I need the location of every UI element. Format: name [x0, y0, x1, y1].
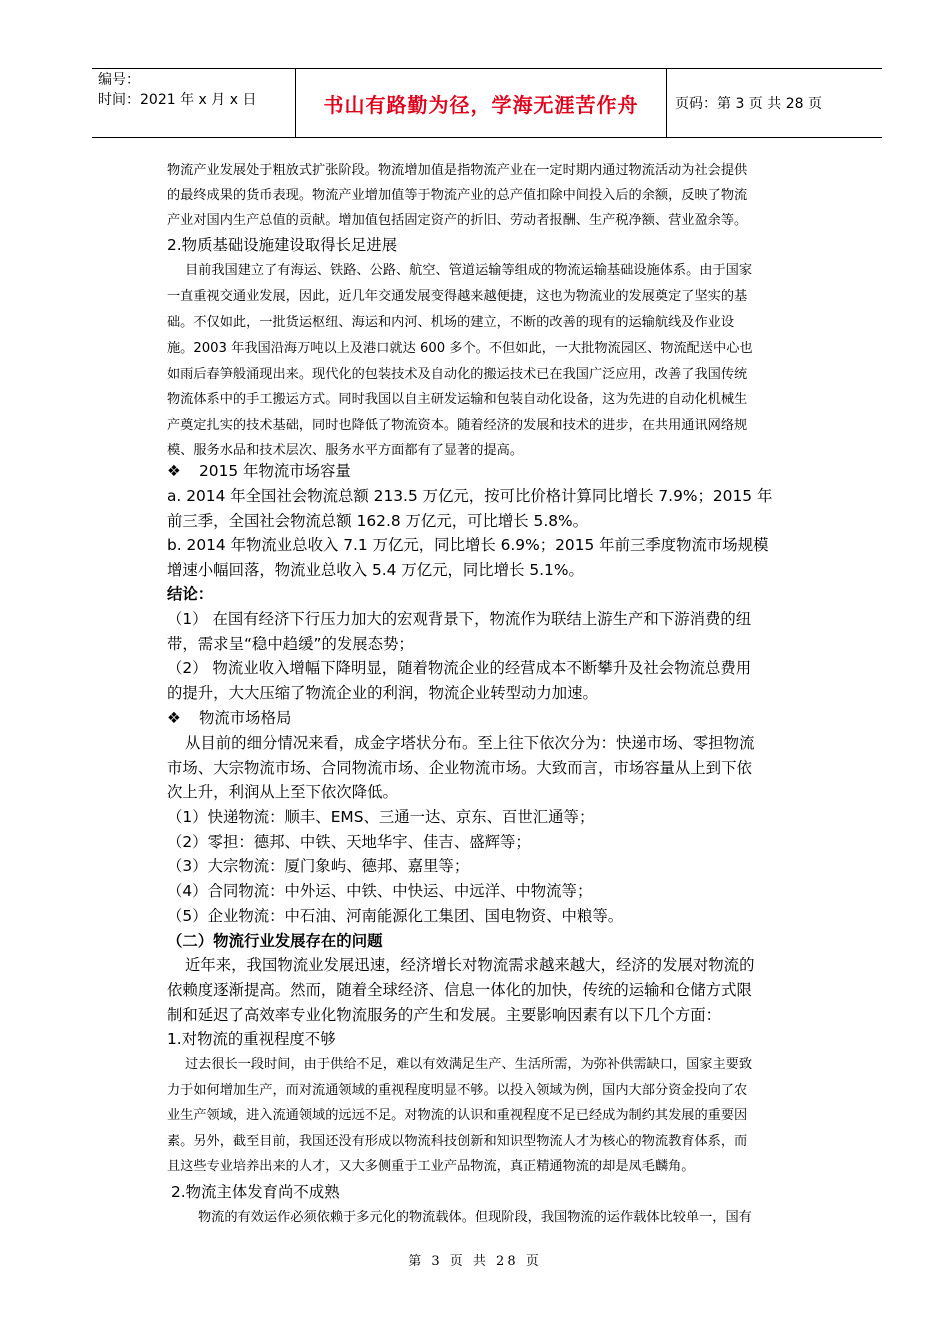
- paragraph-line: 的提升，大大压缩了物流企业的利润，物流企业转型动力加速。: [167, 684, 598, 702]
- paragraph-line: 目前我国建立了有海运、铁路、公路、航空、管道运输等组成的物流运输基础设施体系。由于国家: [185, 263, 753, 278]
- document-header: [92, 68, 882, 138]
- paragraph-line: 从目前的细分情况来看，成金字塔状分布。至上往下依次分为：快递市场、零担物流: [185, 734, 755, 752]
- diamond-bullet-icon: ❖: [167, 709, 181, 727]
- paragraph-line: 一直重视交通业发展，因此，近几年交通发展变得越来越便捷，这也为物流业的发展奠定了坚实的基: [167, 289, 748, 304]
- header-motto-cell: [296, 69, 667, 137]
- paragraph-line: 且这些专业培养出来的人才，又大多侧重于工业产品物流，真正精通物流的却是凤毛麟角。: [167, 1159, 695, 1174]
- paragraph-line: 产奠定扎实的技术基础，同时也降低了物流资本。随着经济的发展和技术的进步，在共用通讯网络规: [167, 418, 748, 433]
- paragraph-line: 素。另外，截至目前，我国还没有形成以物流科技创新和知识型物流人才为核心的物流教育体系，而: [167, 1134, 748, 1149]
- paragraph-line: 物流产业发展处于粗放式扩张阶段。物流增加值是指物流产业在一定时期内通过物流活动为社会提供: [167, 163, 748, 178]
- diamond-bullet-icon: ❖: [167, 462, 181, 480]
- paragraph-line: 模、服务水品和技术层次、服务水平方面都有了显著的提高。: [167, 443, 524, 458]
- paragraph-line: 带，需求呈“稳中趋缓”的发展态势；: [167, 635, 414, 653]
- paragraph-line: 产业对国内生产总值的贡献。增加值包括固定资产的折旧、劳动者报酬、生产税净额、营业盈余等。: [167, 213, 748, 228]
- section-heading: （二）物流行业发展存在的问题: [167, 932, 383, 950]
- paragraph-line: 依赖度逐渐提高。然而，随着全球经济、信息一体化的加快，传统的运输和仓储方式限: [167, 981, 752, 999]
- section-heading: 2.物流主体发育尚不成熟: [171, 1183, 340, 1201]
- list-item: （3）大宗物流：厦门象屿、德邦、嘉里等；: [167, 857, 470, 875]
- motto-text: 书山有路勤为径，学海无涯苦作舟: [323, 93, 639, 117]
- list-item: （1）快递物流：顺丰、EMS、三通一达、京东、百世汇通等；: [167, 808, 595, 826]
- paragraph-line: 物流体系中的手工搬运方式。同时我国以自主研发运输和包装自动化设备，这为先进的自动化机械生: [167, 392, 748, 407]
- header-meta-cell: [92, 69, 296, 137]
- header-page-cell: [667, 69, 882, 137]
- paragraph-line: 的最终成果的货币表现。物流产业增加值等于物流产业的总产值扣除中间投入后的余额，反映了物流: [167, 188, 748, 203]
- section-heading: 1.对物流的重视程度不够: [167, 1030, 336, 1048]
- paragraph-line: （1） 在国有经济下行压力加大的宏观背景下，物流作为联结上游生产和下游消费的纽: [167, 610, 752, 628]
- list-item: （5）企业物流：中石油、河南能源化工集团、国电物资、中粮等。: [167, 907, 624, 925]
- document-number-label: 编号：: [98, 72, 140, 88]
- paragraph-line: b. 2014 年物流业总收入 7.1 万亿元，同比增长 6.9%；2015 年前三季度物流市场规模: [167, 536, 769, 554]
- bullet-heading: [167, 706, 807, 731]
- paragraph-line: 增速小幅回落，物流业总收入 5.4 万亿元，同比增长 5.1%。: [167, 561, 584, 579]
- paragraph-line: 市场、大宗物流市场、合同物流市场、企业物流市场。大致而言，市场容量从上到下依: [167, 759, 752, 777]
- paragraph-line: 础。不仅如此，一批货运枢纽、海运和内河、机场的建立，不断的改善的现有的运输航线及作业设: [167, 315, 735, 330]
- paragraph-line: 前三季，全国社会物流总额 162.8 万亿元，可比增长 5.8%。: [167, 512, 589, 530]
- paragraph-line: 施。2003 年我国沿海万吨以上及港口就达 600 多个。不但如此，一大批物流园区、物流配送中心也: [167, 341, 753, 356]
- paragraph-line: 次上升，利润从上至下依次降低。: [167, 783, 398, 801]
- bullet-heading-text: 2015 年物流市场容量: [199, 462, 351, 480]
- bullet-heading: [167, 459, 807, 484]
- paragraph-line: 过去很长一段时间，由于供给不足，难以有效满足生产、生活所需，为弥补供需缺口，国家主要致: [185, 1057, 753, 1072]
- bullet-heading-text: 物流市场格局: [199, 709, 292, 727]
- paragraph-line: 业生产领域，进入流通领域的远远不足。对物流的认识和重视程度不足已经成为制约其发展的重要因: [167, 1108, 748, 1123]
- list-item: （2）零担：德邦、中铁、天地华宇、佳吉、盛辉等；: [167, 833, 531, 851]
- paragraph-line: 物流的有效运作必须依赖于多元化的物流载体。但现阶段，我国物流的运作载体比较单一，国有: [198, 1210, 752, 1225]
- paragraph-line: 力于如何增加生产，而对流通领域的重视程度明显不够。以投入领域为例，国内大部分资金投向了农: [167, 1083, 748, 1098]
- page-info: 页码：第 3 页 共 28 页: [675, 96, 822, 112]
- list-item: （4）合同物流：中外运、中铁、中快运、中远洋、中物流等；: [167, 882, 593, 900]
- page-footer: 第 3 页 共 28 页: [408, 1254, 542, 1269]
- conclusion-heading: 结论：: [167, 585, 214, 603]
- paragraph-line: 近年来，我国物流业发展迅速，经济增长对物流需求越来越大，经济的发展对物流的: [185, 956, 755, 974]
- section-heading: 2.物质基础设施建设取得长足进展: [167, 236, 398, 254]
- paragraph-line: a. 2014 年全国社会物流总额 213.5 万亿元，按可比价格计算同比增长 7.9%；2015 年: [167, 487, 773, 505]
- document-date-label: 时间：2021 年 x 月 x 日: [98, 92, 257, 108]
- paragraph-line: 如雨后春笋般涌现出来。现代化的包装技术及自动化的搬运技术已在我国广泛应用，改善了我国传统: [167, 367, 748, 382]
- paragraph-line: 制和延迟了高效率专业化物流服务的产生和发展。主要影响因素有以下几个方面：: [167, 1006, 722, 1024]
- paragraph-line: （2） 物流业收入增幅下降明显，随着物流企业的经营成本不断攀升及社会物流总费用: [167, 659, 752, 677]
